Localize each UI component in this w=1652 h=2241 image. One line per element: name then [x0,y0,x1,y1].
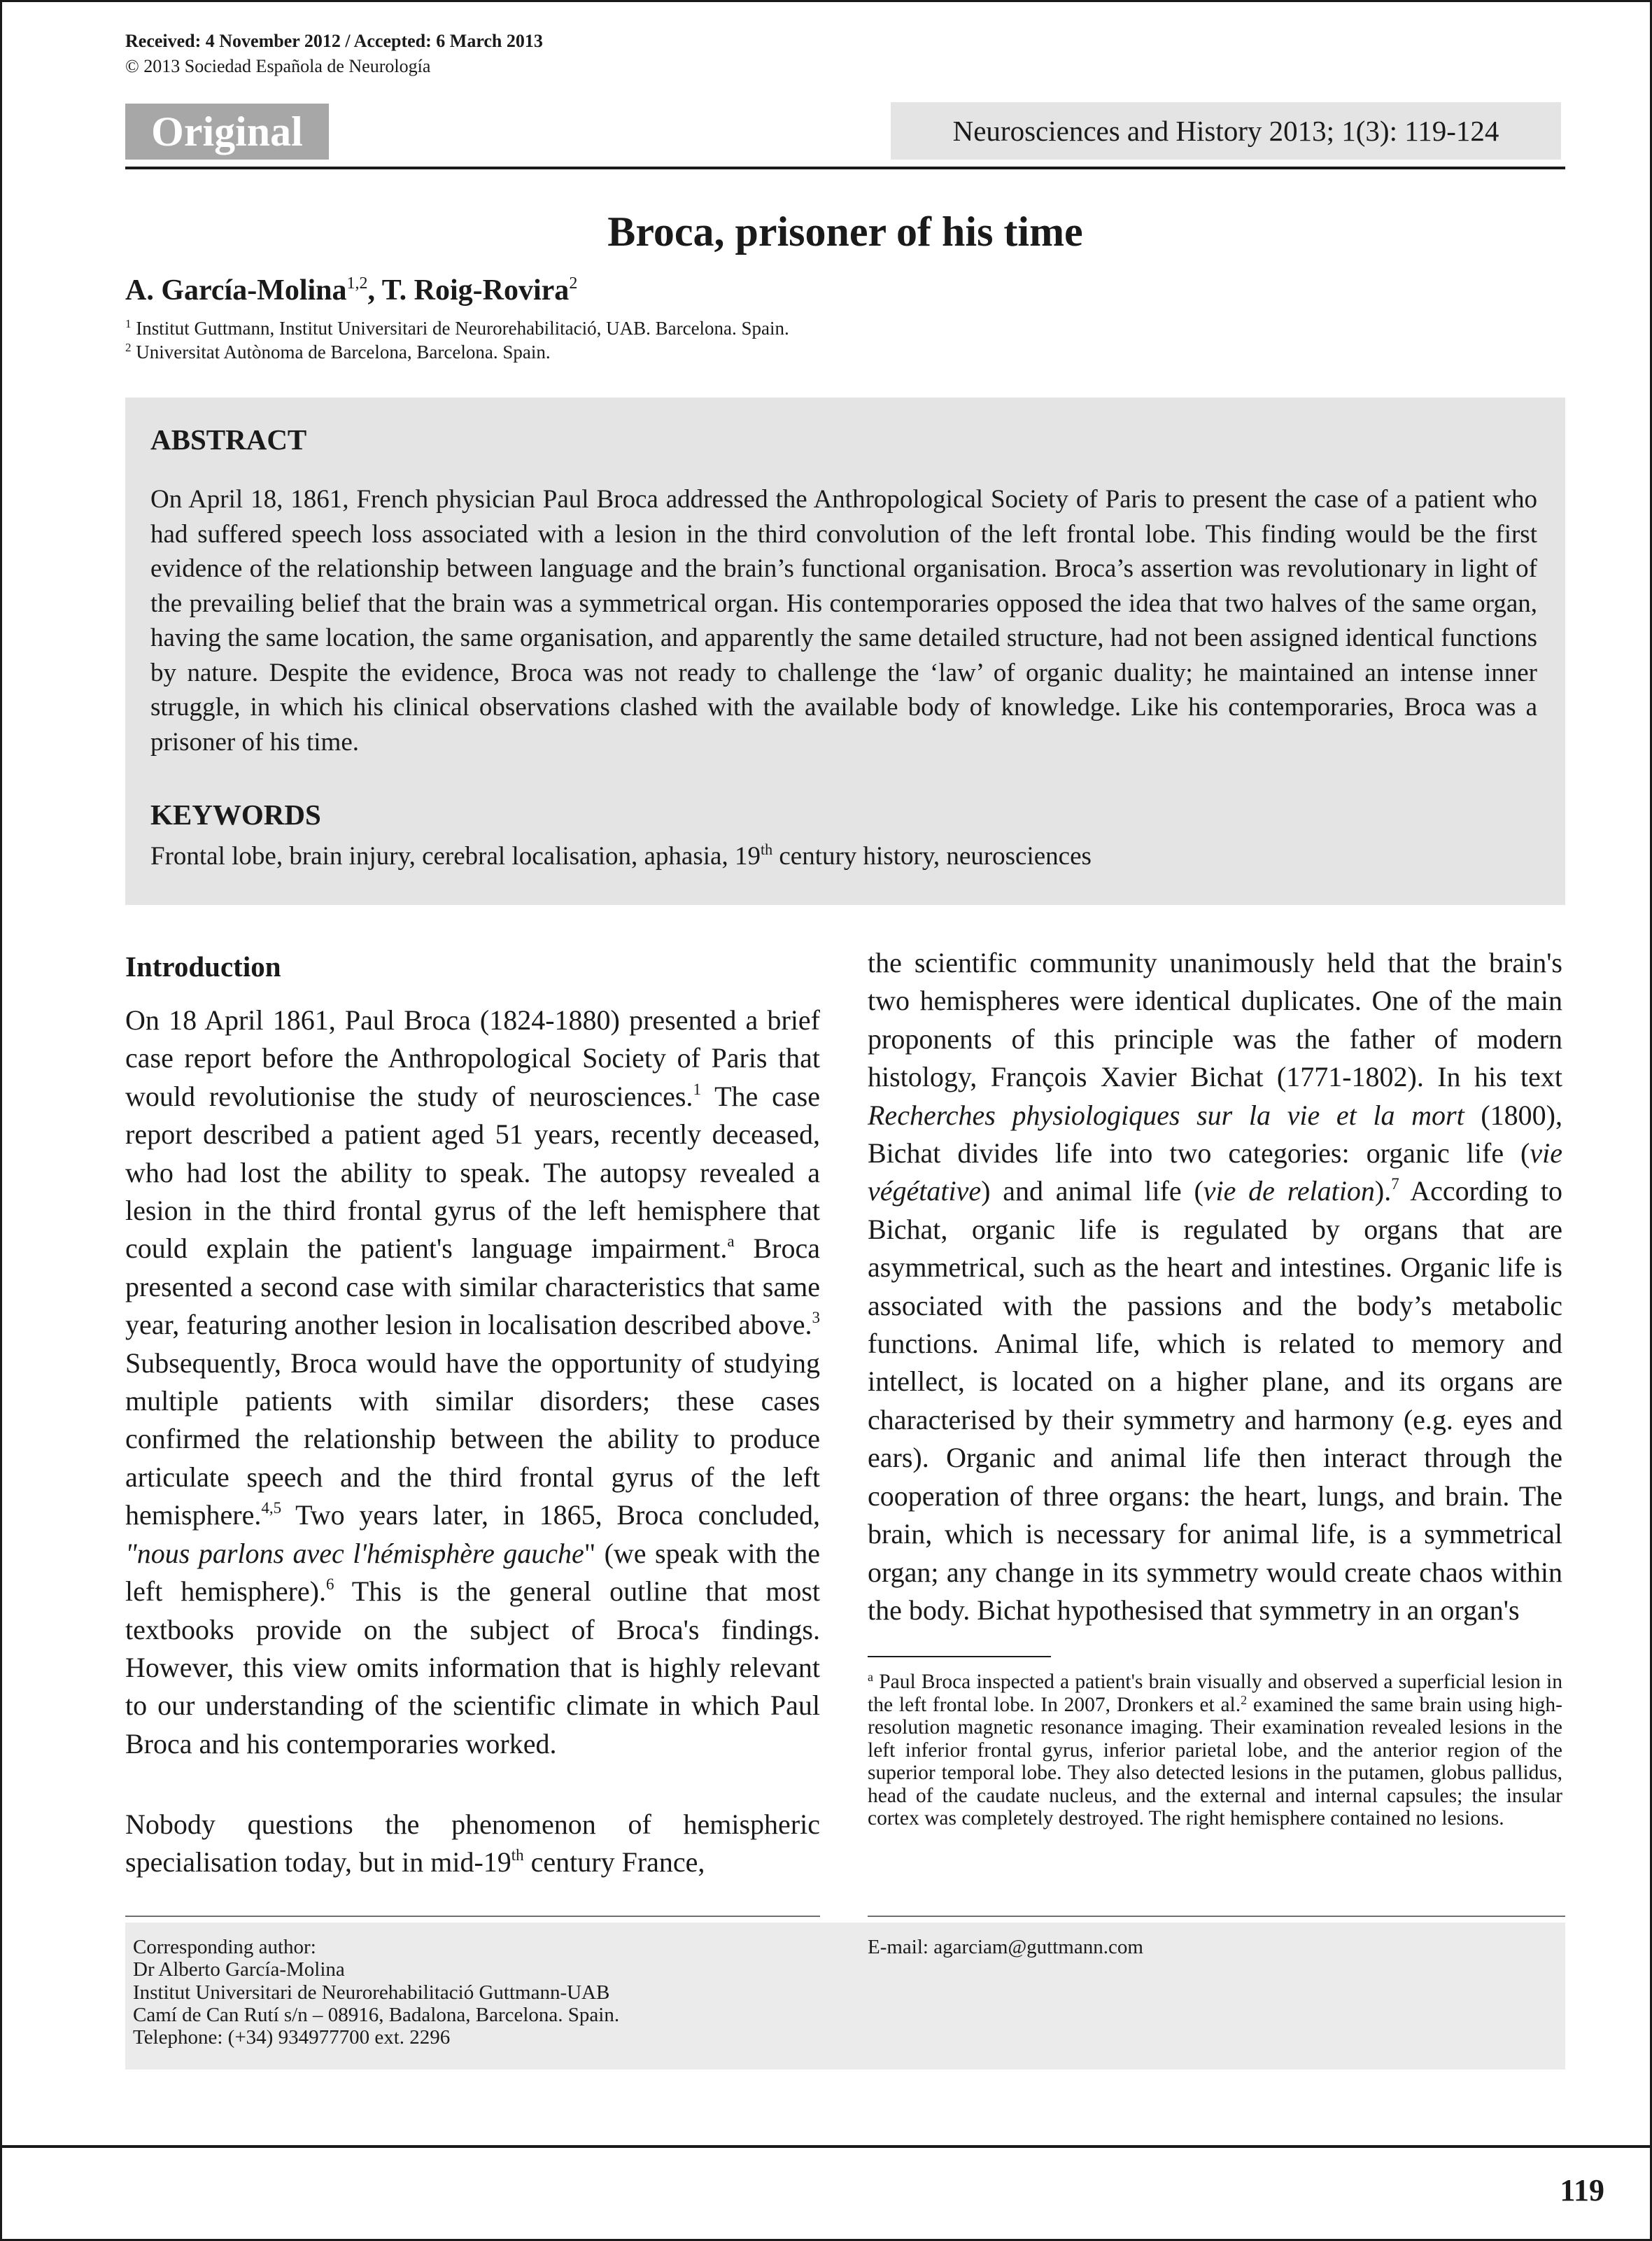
reference-marker: 3 [812,1309,820,1327]
paragraph-text: Nobody questions the phenomenon of hemispheric specialisation today, but in mid-19 [125,1808,820,1878]
abstract-body: On April 18, 1861, French physician Paul Broca addressed the Anthropological Society of Paris to present the case of a patient who had suffered speech loss associated with a lesion in the third convolution of the left frontal lobe. This finding would be the first evidence of the relationship between language and the brain’s functional organisation. Broca’s assertion was revolutionary in light of the prevailing belief that the brain was a symmetrical organ. His contemporaries opposed the idea that two halves of the same organ, having the same location, the same organisation, and apparently the same detailed structure, had not been assigned identical functions by nature. Despite the evidence, Broca was not ready to challenge the ‘law’ of organic duality; he maintained an intense inner struggle, in which his clinical observations clashed with the available body of knowledge. Like his contemporaries, Broca was a prisoner of his time. [150,485,1537,757]
correspondence-address: Camí de Can Rutí s/n – 08916, Badalona, Barcelona. Spain. [133,2003,620,2026]
affiliation-number: 2 [125,341,132,354]
affiliation [125,336,551,364]
paragraph-text: (1800), Bichat divides life into two categories: organic life ( [868,1099,1562,1169]
paragraph-text: ) and animal life ( [981,1175,1203,1207]
correspondence-divider [125,1916,820,1917]
book-title: Recherches physiologiques sur la vie et la mort [868,1099,1464,1131]
correspondence-email: E-mail: agarciam@guttmann.com [868,1936,1143,1958]
affiliation-marker: 1,2 [346,274,368,293]
affiliation-marker: 2 [569,274,578,293]
received-accepted-dates: Received: 4 November 2012 / Accepted: 6 March 2013 [125,31,543,51]
correspondence-divider [868,1916,1565,1917]
paragraph-text: The case report described a patient aged 51 years, recently deceased, who had lost the ability to speak. The autopsy revealed a lesion in the third frontal gyrus of the left hemisphere that could explain the patient's language impairment. [125,1080,820,1265]
paragraph-text: ). [1374,1175,1392,1207]
reference-marker: 4,5 [261,1499,282,1517]
paragraph-text: On 18 April 1861, Paul Broca (1824-1880) presented a brief case report before the Anthropological Society of Paris that would revolutionise the study of neurosciences. [125,1004,820,1112]
correspondence-telephone: Telephone: (+34) 934977700 ext. 2296 [133,2026,451,2049]
keywords-heading: KEYWORDS [150,799,321,831]
paragraph-text: Two years later, in 1865, Broca concluded, [281,1499,820,1531]
correspondence-institution: Institut Universitari de Neurorehabilitació Guttmann-UAB [133,1981,610,2004]
footer-divider [2,2145,1650,2148]
paragraph-text: century France, [523,1846,705,1878]
french-quote: "nous parlons avec l'hémisphère gauche [125,1537,584,1569]
author-name: A. García-Molina [125,274,347,307]
body-paragraph [125,1002,820,1763]
footnote-marker: a [727,1232,735,1251]
paragraph-text: This is the general outline that most textbooks provide on the subject of Broca's findings. However, this view omits information that is highly relevant to our understanding of the scientific climate in which Paul Broca and his contemporaries worked. [125,1575,820,1759]
copyright-line: © 2013 Sociedad Española de Neurología [125,56,431,76]
header-divider [125,167,1565,169]
footnote [868,1671,1562,1830]
keywords-text: century history, neurosciences [772,842,1092,871]
author-name: T. Roig-Rovira [381,274,570,307]
paragraph-text: " (we speak with the left hemisphere). [125,1537,820,1608]
author-separator: , [367,274,382,307]
reference-marker: 1 [693,1080,701,1098]
correspondence-label: Corresponding author: [133,1936,316,1958]
keywords-text: Frontal lobe, brain injury, cerebral localisation, aphasia, 19 [150,842,761,871]
section-badge: Original [125,104,329,160]
footnote-text: Paul Broca inspected a patient's brain visually and observed a superficial lesion in the left frontal lobe. In 2007, Dronkers et al. [868,1671,1562,1716]
french-term: vie de relation [1203,1175,1375,1207]
paragraph-text: the scientific community unanimously held that the brain's two hemispheres were identical duplicates. One of the main proponents of this principle was the father of modern histology, François Xavier Bichat (1771-1802). In his text [868,947,1562,1093]
reference-marker: 7 [1391,1175,1399,1193]
reference-marker: 6 [326,1575,334,1594]
affiliation-text: Universitat Autònoma de Barcelona, Barcelona. Spain. [131,342,551,363]
paragraph-text: Broca presented a second case with similar characteristics that same year, featuring another lesion in localisation described above. [125,1232,821,1341]
body-paragraph [125,1806,820,1882]
ordinal-suffix: th [760,841,773,858]
correspondence-name: Dr Alberto García-Molina [133,1958,345,1981]
keywords-list [150,833,1092,873]
body-paragraph-continued [868,944,1562,1629]
paragraph-text: Subsequently, Broca would have the opportunity of studying multiple patients with similar disorders; these cases confirmed the relationship between the ability to produce articulate speech and the third frontal gyrus of the left hemisphere. [125,1347,820,1531]
affiliation-text: Institut Guttmann, Institut Universitari de Neurorehabilitació, UAB. Barcelona. Spain. [131,318,789,339]
author-list [125,264,577,310]
article-title: Broca, prisoner of his time [607,209,1083,255]
french-term: vie végétative [868,1137,1562,1207]
page-number: 119 [1560,2173,1604,2207]
footnote-divider [868,1656,1051,1657]
footnote-text: examined the same brain using high-resolution magnetic resonance imaging. Their examination revealed lesions in the left inferior frontal gyrus, inferior parietal lobe, and the anterior region of the superior temporal lobe. They also detected lesions in the putamen, globus pallidus, head of the caudate nucleus, and the external and internal capsules; the insular cortex was completely destroyed. The right hemisphere contained no lesions. [868,1693,1563,1829]
journal-citation: Neurosciences and History 2013; 1(3): 119-124 [891,102,1561,160]
reference-marker: 2 [1241,1692,1248,1707]
ordinal-suffix: th [511,1846,524,1864]
section-heading-introduction: Introduction [125,950,281,983]
paragraph-text: According to Bichat, organic life is regulated by organs that are asymmetrical, such as the heart and intestines. Organic life is associated with the passions and the body’s metabolic functions. Animal life, which is related to memory and intellect, is located on a higher plane, and its organs are characterised by their symmetry and harmony (e.g. eyes and ears). Organic and animal life then interact through the cooperation of three organs: the heart, lungs, and brain. The brain, which is necessary for animal life, is a symmetrical organ; any change in its symmetry would create chaos within the body. Bichat hypothesised that symmetry in an organ's [868,1175,1562,1626]
abstract-heading: ABSTRACT [150,423,307,456]
footnote-marker: a [868,1670,873,1684]
affiliation-number: 1 [125,317,132,330]
correspondence-details [133,1936,619,2049]
